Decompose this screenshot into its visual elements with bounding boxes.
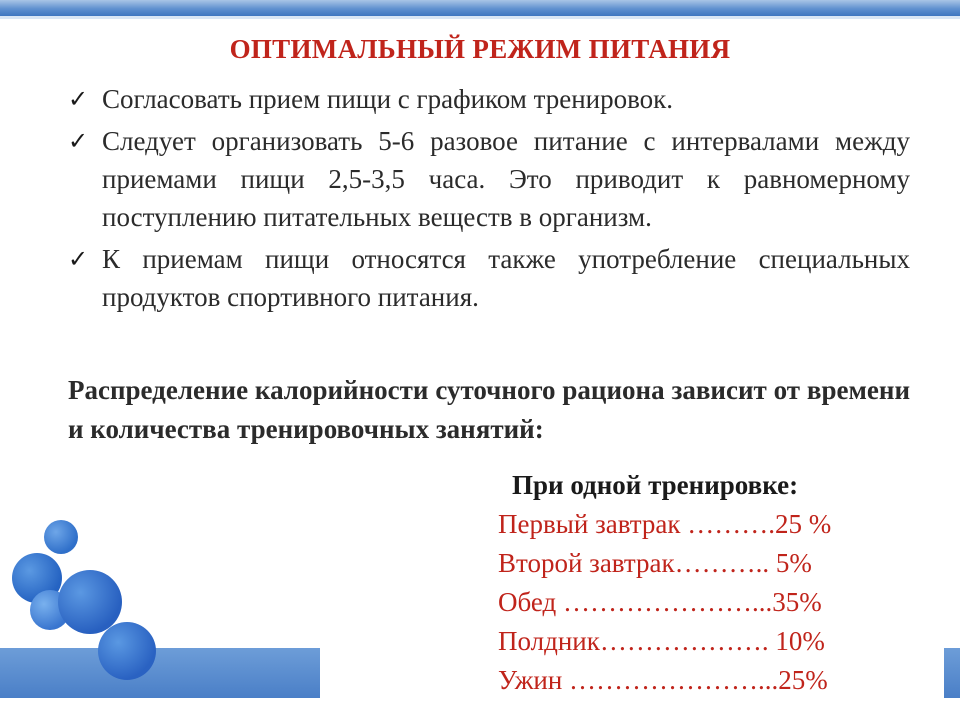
decor-circle (58, 570, 122, 634)
decor-circle (44, 520, 78, 554)
top-decor-band (0, 0, 960, 16)
bullet-list (68, 80, 910, 320)
bottom-right-decor-bar (944, 648, 960, 698)
bullet-text: Следует организовать 5-6 разовое питание с интервалами между приемами пищи 2,5-3,5 часа. Это приводит к равномерному поступлению питательных веществ в организм. (102, 126, 910, 232)
checkmark-icon: ✓ (68, 245, 89, 273)
bottom-left-decor-bar (0, 648, 320, 698)
calorie-distribution (498, 466, 918, 700)
distribution-heading: При одной тренировке: (512, 470, 799, 500)
bullet-item (68, 80, 910, 118)
slide-title: ОПТИМАЛЬНЫЙ РЕЖИМ ПИТАНИЯ (229, 34, 731, 64)
top-decor-line (0, 16, 960, 19)
bullet-text: К приемам пищи относятся также употребление специальных продуктов спортивного питания. (102, 244, 910, 312)
checkmark-icon: ✓ (68, 85, 89, 113)
meal-row: Ужин …………………...25% (498, 665, 828, 695)
checkmark-icon: ✓ (68, 127, 89, 155)
meal-row: Первый завтрак ……….25 % (498, 509, 832, 539)
bullet-item (68, 240, 910, 316)
bullet-item (68, 122, 910, 236)
bullet-text: Согласовать прием пищи с графиком тренировок. (102, 84, 674, 114)
meal-row: Второй завтрак……….. 5% (498, 548, 812, 578)
summary-text: Распределение калорийности суточного рациона зависит от времени и количества тренировочных занятий: (68, 375, 910, 444)
decor-circle (98, 622, 156, 680)
meal-row: Полдник………………. 10% (498, 626, 825, 656)
meal-row: Обед …………………...35% (498, 587, 822, 617)
